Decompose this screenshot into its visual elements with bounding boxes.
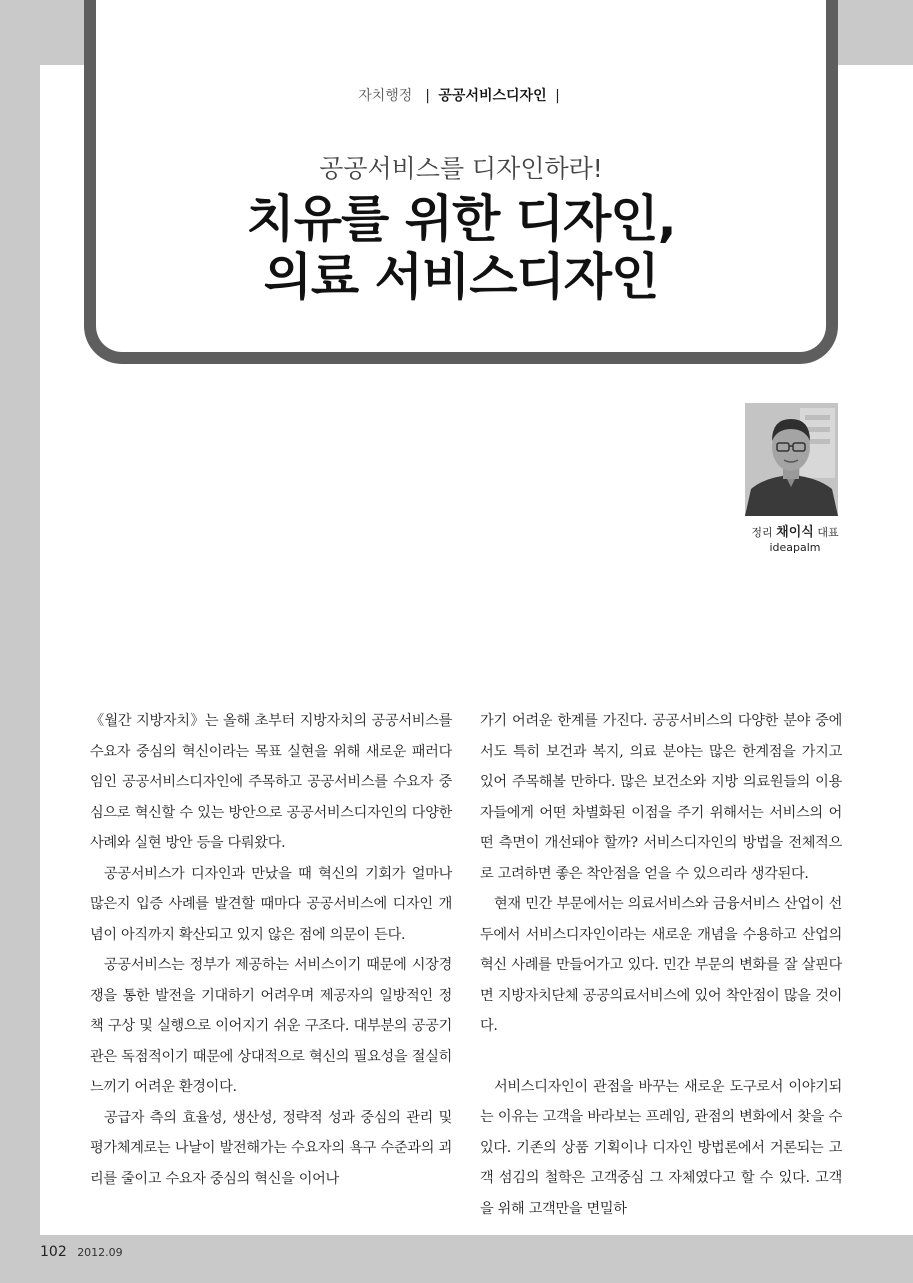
author-photo — [745, 403, 838, 516]
page-footer — [40, 1244, 123, 1260]
section-label — [96, 85, 826, 105]
page-number: 102 — [40, 1244, 67, 1260]
byline — [700, 525, 890, 555]
section-topic: 공공서비스디자인 — [438, 88, 547, 104]
byline-prefix: 정리 — [751, 526, 773, 539]
paragraph: 공공서비스가 디자인과 만났을 때 혁신의 기회가 얼마나 많은지 입증 사례를 발견할 때마다 공공서비스에 디자인 개념이 아직까지 확산되고 있지 않은 점에 의문이 든다. — [90, 865, 452, 943]
body-column-right — [480, 706, 842, 1224]
kicker: 공공서비스를 디자인하라! — [319, 154, 603, 183]
divider: | — [420, 88, 430, 104]
paragraph: 공급자 측의 효율성, 생산성, 정략적 성과 중심의 관리 및 평가체계로는 나날이 발전해가는 수요자의 욕구 수준과의 괴리를 줄이고 수요자 중심의 혁신을 이어나 — [90, 1109, 452, 1187]
divider: | — [555, 88, 560, 104]
title-box — [84, 0, 838, 364]
byline-author — [700, 525, 890, 540]
author-role: 대표 — [817, 526, 839, 539]
headline-line-1: 치유를 위한 디자인, — [246, 190, 676, 248]
section-category: 자치행정 — [358, 88, 413, 104]
paragraph: 가기 어려운 한계를 가진다. 공공서비스의 다양한 분야 중에서도 특히 보건과 복지, 의료 분야는 많은 한계점을 가지고 있어 주목해볼 만하다. 많은 보건소와 지방 의료원들의 이용자들에게 어떤 차별화된 이점을 주기 위해서는 서비스의 어떤 측면이 개선돼야 할까? 서비스디자인의 방법을 전체적으로 고려하면 좋은 착안점을 얻을 수 있으리라 생각된다. — [480, 713, 842, 882]
author-portrait-icon — [745, 403, 838, 516]
headline-line-2: 의료 서비스디자인 — [263, 248, 659, 306]
author-name: 채이식 — [776, 525, 814, 540]
issue-date: 2012.09 — [77, 1246, 123, 1259]
author-company: ideapalm — [769, 541, 821, 554]
headline — [96, 190, 826, 306]
paragraph: 현재 민간 부문에서는 의료서비스와 금융서비스 산업이 선두에서 서비스디자인이라는 새로운 개념을 수용하고 산업의 혁신 사례를 만들어가고 있다. 민간 부문의 변화를 잘 살핀다면 지방자치단체 공공의료서비스에 있어 착안점이 많을 것이다. — [480, 896, 842, 1034]
paragraph: 서비스디자인이 관점을 바꾸는 새로운 도구로서 이야기되는 이유는 고객을 바라보는 프레임, 관점의 변화에서 찾을 수 있다. 기존의 상품 기획이나 디자인 방법론에서 거론되는 고객 섬김의 철학은 고객중심 그 자체였다고 할 수 있다. 고객을 위해 고객만을 면밀하 — [480, 1078, 842, 1217]
body-column-left — [90, 706, 452, 1194]
paragraph: 공공서비스는 정부가 제공하는 서비스이기 때문에 시장경쟁을 통한 발전을 기대하기 어려우며 제공자의 일방적인 정책 구상 및 실행으로 이어지기 쉬운 구조다. 대부분의 공공기관은 독점적이기 때문에 상대적으로 혁신의 필요성을 절실히 느끼기 어려운 환경이다. — [90, 957, 452, 1095]
paragraph: 《월간 지방자치》는 올해 초부터 지방자치의 공공서비스를 수요자 중심의 혁신이라는 목표 실현을 위해 새로운 패러다임인 공공서비스디자인에 주목하고 공공서비스를 수요자 중심으로 혁신할 수 있는 방안으로 공공서비스디자인의 다양한 사례와 실현 방안 등을 다뤄왔다. — [90, 713, 452, 851]
